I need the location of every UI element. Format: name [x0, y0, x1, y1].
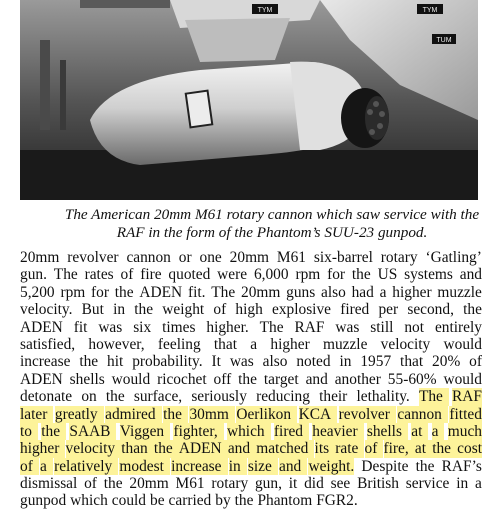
highlighted-word: SAAB	[69, 422, 111, 440]
word: 20mm	[241, 283, 281, 301]
word: 55-60%	[387, 370, 437, 388]
body-line	[20, 492, 482, 509]
word: not	[404, 318, 424, 336]
word: 6,000	[253, 266, 289, 284]
word: fit.	[187, 283, 206, 301]
word: FGR2.	[316, 492, 358, 510]
highlighted-word: 30mm	[189, 405, 229, 423]
highlighted-word: modest	[119, 457, 164, 475]
body-line	[20, 284, 482, 301]
word: 20mm	[229, 249, 270, 266]
highlighted-word: ADEN	[178, 440, 222, 458]
word: 1957	[360, 353, 392, 371]
highlighted-word: revolver	[338, 405, 390, 423]
word: rates	[84, 266, 114, 284]
highlighted-word: the	[153, 440, 173, 458]
word: off	[213, 370, 232, 388]
word: service	[405, 475, 450, 493]
highlighted-word: a	[431, 422, 439, 440]
highlighted-word: fighter,	[173, 422, 218, 440]
highlighted-word: matched	[256, 440, 309, 458]
word: weight	[162, 301, 205, 319]
word: and	[305, 370, 328, 388]
highlighted-word: than	[121, 440, 148, 458]
caption-line: RAF in the form of the Phantom’s SUU-23 gunpod.	[116, 224, 428, 241]
word: shells	[69, 370, 105, 388]
word: another	[334, 370, 381, 388]
word: in	[113, 301, 126, 319]
highlighted-word: in	[228, 457, 241, 475]
word: that	[213, 335, 237, 353]
word: revolver	[67, 249, 119, 266]
highlighted-word: at	[414, 440, 427, 458]
word: their	[319, 388, 348, 406]
word: M61	[175, 475, 205, 493]
word: rpm	[60, 283, 86, 301]
highlighted-word: fired	[273, 422, 303, 440]
word: 5,200	[20, 283, 55, 301]
body-line	[20, 371, 482, 388]
body-line	[20, 353, 482, 370]
word: velocity	[380, 335, 431, 353]
word: be	[150, 492, 165, 510]
word: US	[377, 266, 398, 284]
photo-label-top-left: TYM	[257, 7, 273, 14]
word: gunpod	[20, 492, 67, 510]
word: were	[217, 266, 248, 284]
word: by	[215, 492, 231, 510]
photo-label-right: TUM	[436, 37, 452, 44]
highlighted-word: RAF	[452, 388, 482, 406]
highlighted-word: weight.	[308, 457, 355, 475]
body-line	[20, 301, 482, 318]
word: high	[235, 301, 263, 319]
highlighted-word: the	[41, 422, 61, 440]
body-line	[20, 423, 482, 440]
word: muzzle	[322, 335, 368, 353]
word: also	[321, 283, 346, 301]
word: the	[234, 492, 254, 510]
highlighted-word: rate	[335, 440, 359, 458]
word: the	[103, 475, 123, 493]
word: per	[378, 301, 399, 319]
word: entirely	[434, 318, 482, 336]
word: It	[211, 353, 221, 371]
word: noted	[296, 353, 331, 371]
word: lethality.	[356, 388, 410, 406]
highlighted-word: The	[418, 388, 443, 406]
word: But	[81, 301, 104, 319]
word: ricochet	[157, 370, 207, 388]
word: of	[120, 266, 134, 284]
word: of	[469, 353, 482, 371]
word: dismissal	[20, 475, 78, 493]
word: a	[250, 335, 258, 353]
word: would	[443, 335, 482, 353]
gunpod-photo	[20, 0, 478, 200]
word: The	[211, 283, 236, 301]
word: higher	[270, 335, 310, 353]
body-line	[20, 388, 482, 405]
word: would	[443, 370, 482, 388]
word: Despite	[361, 457, 409, 475]
word: was	[335, 318, 360, 336]
word: the	[415, 457, 435, 475]
word: the	[79, 353, 99, 371]
highlighted-word: size	[247, 457, 272, 475]
word: fired	[340, 301, 370, 319]
word: rotary	[380, 249, 418, 266]
word: was	[229, 353, 254, 371]
word: explosive	[272, 301, 331, 319]
word: second,	[407, 301, 454, 319]
word: carried	[168, 492, 212, 510]
word: had	[351, 283, 374, 301]
word: of	[84, 475, 97, 493]
word: rotary	[211, 475, 249, 493]
word: also	[262, 353, 288, 371]
word: the	[463, 301, 482, 319]
word: satisfied,	[20, 335, 76, 353]
word: gun,	[254, 475, 282, 493]
word: feeling	[157, 335, 201, 353]
highlighted-word: velocity	[65, 440, 116, 458]
word: for	[91, 283, 109, 301]
word: a	[379, 283, 387, 301]
word: 20%	[432, 353, 461, 371]
photo-label-top-right: TYM	[422, 7, 438, 14]
word: British	[357, 475, 399, 493]
highlighted-word: of	[20, 457, 33, 475]
highlighted-word: a	[40, 457, 47, 475]
word: surface,	[133, 388, 183, 406]
highlighted-word: Oerlikon	[236, 405, 292, 423]
word: RAF’s	[441, 457, 482, 475]
body-line	[20, 440, 482, 457]
word: it	[288, 475, 298, 493]
highlighted-word: Viggen	[119, 422, 165, 440]
highlighted-word: admired	[105, 405, 156, 423]
word: fire	[140, 266, 162, 284]
word: The	[259, 318, 284, 336]
body-line	[20, 475, 482, 492]
highlighted-word: much	[447, 422, 482, 440]
word: 20mm	[129, 475, 169, 493]
highlighted-word: shells	[366, 422, 402, 440]
word: in	[339, 353, 352, 371]
body-text	[20, 249, 482, 510]
highlighted-word: and	[227, 440, 251, 458]
caption-line: The American 20mm M61 rotary cannon which saw service with the	[64, 206, 480, 223]
highlighted-word: cost	[457, 440, 482, 458]
word: gun.	[20, 266, 47, 284]
word: of	[213, 301, 227, 319]
highlighted-word: later	[20, 405, 48, 423]
word: one	[199, 249, 222, 266]
word: for	[327, 266, 346, 284]
word: RAF	[294, 318, 325, 336]
word: the	[105, 388, 125, 406]
word: still	[370, 318, 394, 336]
word: on	[81, 388, 97, 406]
body-line	[20, 458, 482, 475]
word: reducing	[256, 388, 310, 406]
highlighted-word: and	[279, 457, 302, 475]
body-line	[20, 406, 482, 423]
word: systems	[404, 266, 453, 284]
word: the	[351, 266, 371, 284]
highlighted-word: at	[411, 422, 423, 440]
highlighted-word: KCA	[298, 405, 332, 423]
word: was	[98, 318, 123, 336]
word: muzzle	[437, 283, 482, 301]
highlighted-word: increase	[171, 457, 222, 475]
word: see	[330, 475, 351, 493]
word: ADEN	[20, 370, 63, 388]
word: increase	[20, 353, 71, 371]
word: six-barrel	[313, 249, 373, 266]
word: detonate	[20, 388, 73, 406]
word: six	[133, 318, 152, 336]
word: ADEN	[139, 283, 183, 301]
word: The	[53, 266, 78, 284]
highlighted-word: the	[432, 440, 451, 458]
word: fit	[73, 318, 88, 336]
word: and	[459, 266, 482, 284]
word: that	[400, 353, 424, 371]
highlighted-word: fire,	[383, 440, 409, 458]
word: the	[238, 370, 257, 388]
word: velocity.	[20, 301, 73, 319]
word: ADEN	[20, 318, 63, 336]
highlighted-word: fitted	[449, 405, 482, 423]
body-line	[20, 336, 482, 353]
word: cannon	[126, 249, 171, 266]
word: higher	[392, 283, 432, 301]
highlighted-word: cannon	[397, 405, 442, 423]
word: which	[70, 492, 108, 510]
word: hit	[107, 353, 124, 371]
word: times	[162, 318, 196, 336]
word: rpm	[295, 266, 321, 284]
body-line	[20, 319, 482, 336]
word: 20mm	[20, 249, 60, 266]
word: higher.	[206, 318, 249, 336]
word: target	[263, 370, 299, 388]
highlighted-word: its	[314, 440, 330, 458]
word: M61	[276, 249, 306, 266]
word: however,	[88, 335, 145, 353]
word: the	[114, 283, 134, 301]
highlighted-word: of	[364, 440, 378, 458]
word: ‘Gatling’	[425, 249, 482, 266]
highlighted-word: the	[163, 405, 182, 423]
highlighted-word: higher	[20, 440, 60, 458]
word: a	[474, 475, 482, 493]
word: seriously	[191, 388, 247, 406]
body-line	[20, 266, 482, 283]
word: could	[111, 492, 146, 510]
word: or	[178, 249, 192, 266]
word: would	[111, 370, 151, 388]
body-line	[20, 249, 482, 266]
word: did	[304, 475, 324, 493]
photo-caption	[52, 206, 492, 242]
highlighted-word: heavier	[312, 422, 358, 440]
word: guns	[286, 283, 316, 301]
word: quoted	[168, 266, 211, 284]
word: probability.	[132, 353, 203, 371]
word: in	[456, 475, 469, 493]
highlighted-word: greatly	[54, 405, 98, 423]
highlighted-word: relatively	[54, 457, 113, 475]
word: Phantom	[257, 492, 313, 510]
word: the	[134, 301, 154, 319]
highlighted-word: which	[227, 422, 265, 440]
highlighted-word: to	[20, 422, 32, 440]
